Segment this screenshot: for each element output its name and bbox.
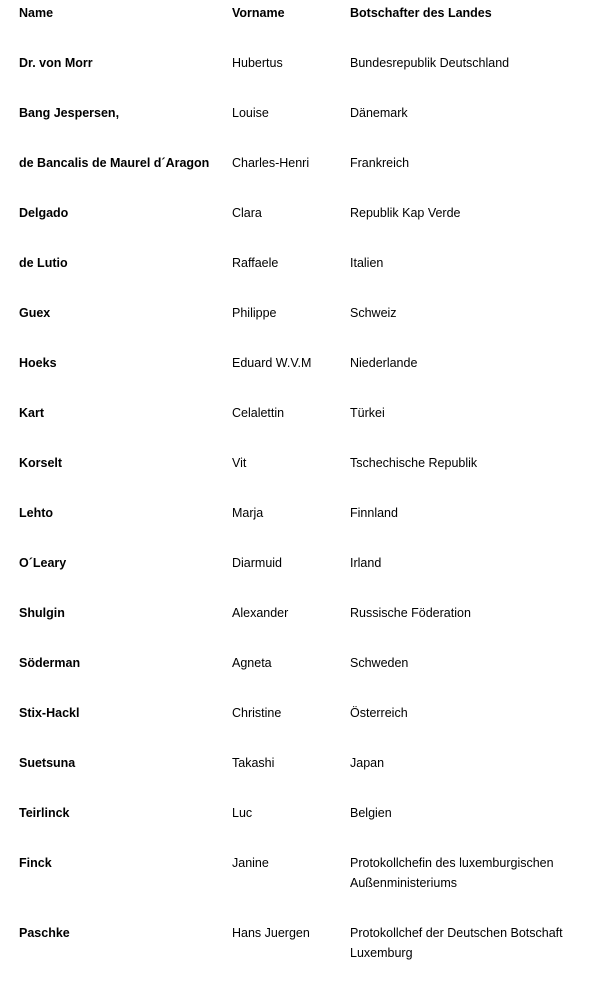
- cell-first-name: Christine: [232, 706, 282, 720]
- cell-country: Russische Föderation: [350, 606, 471, 620]
- cell-name: Shulgin: [19, 606, 65, 620]
- ambassador-table: [19, 0, 599, 990]
- cell-first-name: Charles-Henri: [232, 156, 310, 170]
- cell-first-name: Raffaele: [232, 256, 279, 270]
- column-header-country: Botschafter des Landes: [350, 6, 492, 20]
- cell-name: Teirlinck: [19, 806, 70, 820]
- cell-first-name: Vit: [232, 456, 247, 470]
- table-row: [19, 800, 599, 850]
- column-header-name: Name: [19, 6, 54, 20]
- cell-country: Italien: [350, 256, 384, 270]
- cell-name: Delgado: [19, 206, 69, 220]
- table-row: [19, 550, 599, 600]
- cell-name: Bang Jespersen,: [19, 106, 120, 120]
- table-row: [19, 300, 599, 350]
- header-row: [19, 0, 599, 50]
- table-row: [19, 50, 599, 100]
- cell-first-name: Takashi: [232, 756, 275, 770]
- cell-name: Guex: [19, 306, 51, 320]
- table-row: [19, 500, 599, 550]
- cell-name: Lehto: [19, 506, 54, 520]
- cell-first-name: Celalettin: [232, 406, 285, 420]
- table-header: [19, 0, 599, 50]
- cell-country: Schweiz: [350, 306, 397, 320]
- column-header-first-name: Vorname: [232, 6, 285, 20]
- cell-name: Suetsuna: [19, 756, 76, 770]
- table-row: [19, 250, 599, 300]
- cell-first-name: Alexander: [232, 606, 289, 620]
- cell-first-name: Diarmuid: [232, 556, 283, 570]
- cell-country: Republik Kap Verde: [350, 206, 461, 220]
- cell-first-name: Hans Juergen: [232, 926, 310, 940]
- table-row: [19, 920, 599, 990]
- cell-country: Protokollchef der Deutschen Botschaft Luxemburg: [350, 926, 563, 960]
- cell-name: Stix-Hackl: [19, 706, 80, 720]
- cell-country: Irland: [350, 556, 382, 570]
- table-row: [19, 650, 599, 700]
- cell-name: Finck: [19, 856, 52, 870]
- cell-first-name: Hubertus: [232, 56, 283, 70]
- cell-country: Schweden: [350, 656, 409, 670]
- table-body: [19, 50, 599, 990]
- cell-name: Söderman: [19, 656, 81, 670]
- table-row: [19, 400, 599, 450]
- cell-first-name: Clara: [232, 206, 262, 220]
- table-row: [19, 850, 599, 920]
- cell-first-name: Louise: [232, 106, 269, 120]
- cell-first-name: Janine: [232, 856, 269, 870]
- cell-name: Paschke: [19, 926, 70, 940]
- cell-country: Finnland: [350, 506, 398, 520]
- cell-country: Österreich: [350, 706, 408, 720]
- cell-country: Bundesrepublik Deutschland: [350, 56, 510, 70]
- cell-country: Belgien: [350, 806, 392, 820]
- table-row: [19, 450, 599, 500]
- cell-country: Niederlande: [350, 356, 418, 370]
- table-row: [19, 600, 599, 650]
- cell-first-name: Marja: [232, 506, 264, 520]
- cell-country: Tschechische Republik: [350, 456, 478, 470]
- cell-country: Protokollchefin des luxemburgischen Außenministeriums: [350, 856, 554, 890]
- cell-first-name: Agneta: [232, 656, 272, 670]
- table-row: [19, 200, 599, 250]
- cell-first-name: Luc: [232, 806, 253, 820]
- cell-country: Türkei: [350, 406, 385, 420]
- cell-name: Dr. von Morr: [19, 56, 93, 70]
- cell-country: Frankreich: [350, 156, 410, 170]
- table-row: [19, 150, 599, 200]
- cell-name: Korselt: [19, 456, 63, 470]
- cell-name: Kart: [19, 406, 45, 420]
- cell-name: Hoeks: [19, 356, 57, 370]
- cell-country: Dänemark: [350, 106, 408, 120]
- table-row: [19, 100, 599, 150]
- table-row: [19, 700, 599, 750]
- cell-name: de Bancalis de Maurel d´Aragon: [19, 156, 210, 170]
- table-row: [19, 350, 599, 400]
- cell-first-name: Eduard W.V.M: [232, 356, 312, 370]
- table-row: [19, 750, 599, 800]
- cell-country: Japan: [350, 756, 385, 770]
- cell-name: O´Leary: [19, 556, 67, 570]
- cell-first-name: Philippe: [232, 306, 277, 320]
- cell-name: de Lutio: [19, 256, 68, 270]
